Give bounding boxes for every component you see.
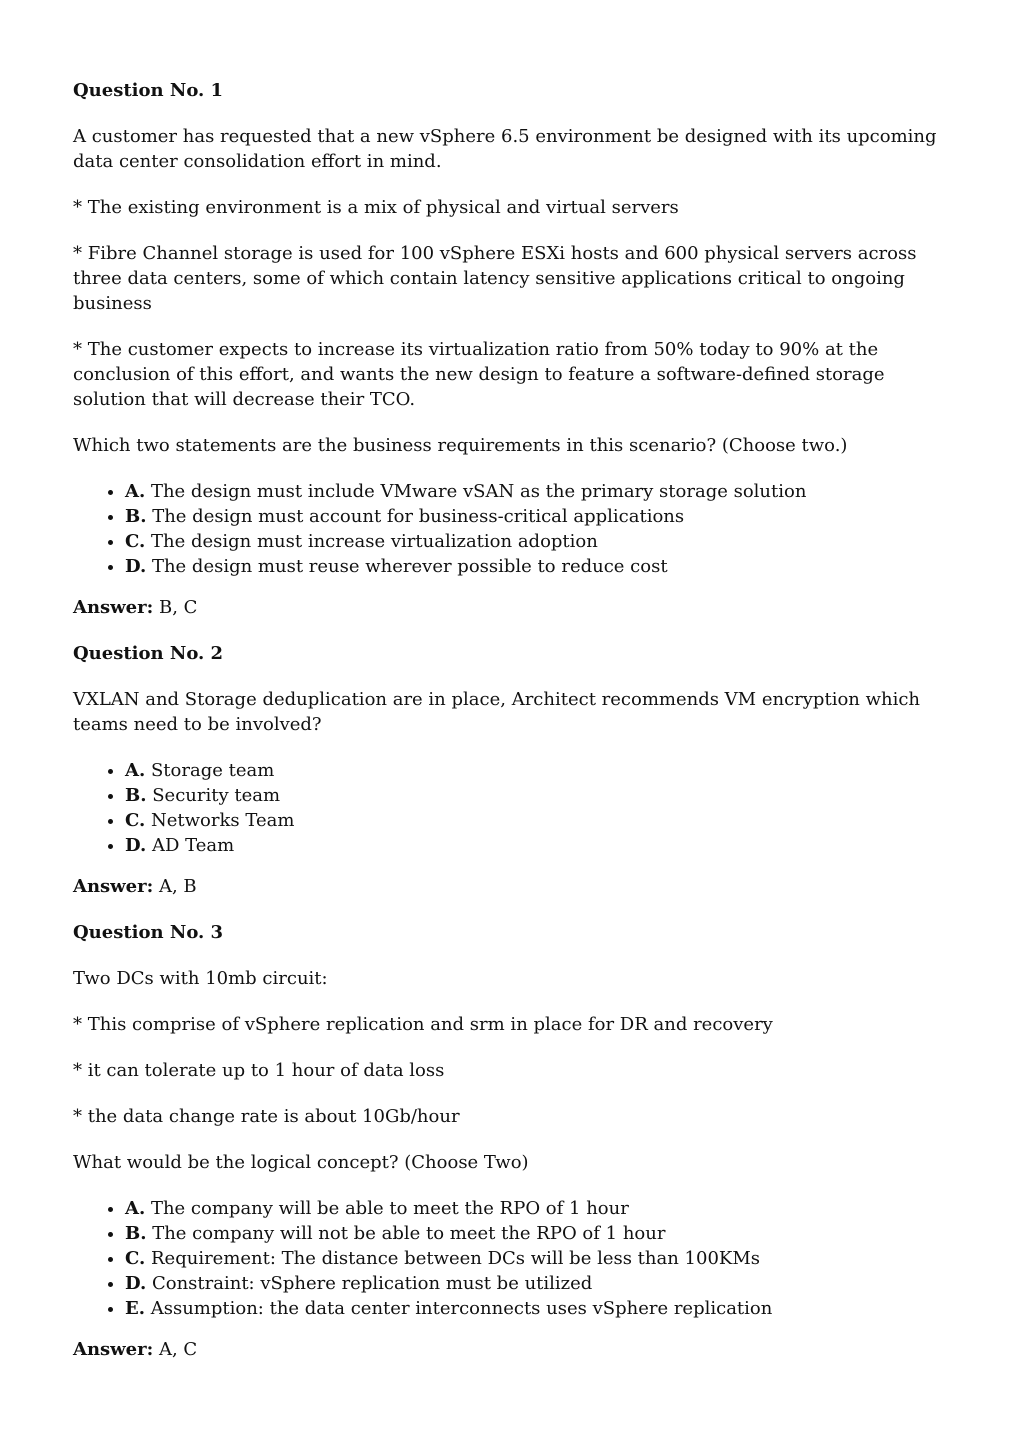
option-item xyxy=(125,504,943,529)
option-text: The design must account for business-critical applications xyxy=(146,506,685,527)
question-paragraph: Two DCs with 10mb circuit: xyxy=(73,968,328,989)
option-list xyxy=(73,479,943,579)
option-text: The design must include VMware vSAN as the primary storage solution xyxy=(145,481,807,502)
option-text: The company will not be able to meet the RPO of 1 hour xyxy=(146,1223,666,1244)
answer-line xyxy=(73,595,943,620)
answer-value: B, C xyxy=(153,597,198,618)
option-letter: A. xyxy=(125,481,146,502)
option-text: Security team xyxy=(146,785,281,806)
option-list xyxy=(73,758,943,858)
question-3 xyxy=(73,920,943,1362)
option-item xyxy=(125,1271,943,1296)
option-text: The design must reuse wherever possible to reduce cost xyxy=(146,556,668,577)
answer-line xyxy=(73,874,943,899)
option-letter: C. xyxy=(125,1248,146,1269)
option-text: Assumption: the data center interconnects uses vSphere replication xyxy=(145,1298,773,1319)
option-item xyxy=(125,1221,943,1246)
option-item xyxy=(125,808,943,833)
option-text: The company will be able to meet the RPO of 1 hour xyxy=(145,1198,629,1219)
option-letter: A. xyxy=(125,1198,146,1219)
option-item xyxy=(125,833,943,858)
question-paragraph: * Fibre Channel storage is used for 100 vSphere ESXi hosts and 600 physical servers across three data centers, some of which contain latency sensitive applications critical to ongoing business xyxy=(73,243,917,314)
answer-value: A, C xyxy=(153,1339,198,1360)
question-2 xyxy=(73,641,943,899)
question-title: Question No. 3 xyxy=(73,922,224,943)
option-item xyxy=(125,783,943,808)
option-item xyxy=(125,1196,943,1221)
answer-label: Answer: xyxy=(73,597,154,618)
option-item xyxy=(125,529,943,554)
option-letter: C. xyxy=(125,810,146,831)
question-prompt: Which two statements are the business requirements in this scenario? (Choose two.) xyxy=(73,435,848,456)
question-paragraph: * The customer expects to increase its virtualization ratio from 50% today to 90% at the conclusion of this effort, and wants the new design to feature a software-defined storage solution that will decrease their TCO. xyxy=(73,339,885,410)
question-prompt: What would be the logical concept? (Choose Two) xyxy=(73,1152,529,1173)
option-text: The design must increase virtualization adoption xyxy=(145,531,598,552)
question-paragraph: * The existing environment is a mix of physical and virtual servers xyxy=(73,197,679,218)
option-item xyxy=(125,1296,943,1321)
option-list xyxy=(73,1196,943,1321)
option-letter: D. xyxy=(125,556,147,577)
document-page xyxy=(73,78,943,1383)
option-item xyxy=(125,1246,943,1271)
option-letter: B. xyxy=(125,506,147,527)
answer-value: A, B xyxy=(153,876,197,897)
answer-label: Answer: xyxy=(73,876,154,897)
option-item xyxy=(125,479,943,504)
option-text: Requirement: The distance between DCs will be less than 100KMs xyxy=(145,1248,761,1269)
question-paragraph: * it can tolerate up to 1 hour of data loss xyxy=(73,1060,445,1081)
question-title: Question No. 1 xyxy=(73,80,224,101)
question-title: Question No. 2 xyxy=(73,643,224,664)
question-1 xyxy=(73,78,943,620)
option-letter: D. xyxy=(125,1273,147,1294)
option-item xyxy=(125,758,943,783)
option-letter: C. xyxy=(125,531,146,552)
option-letter: D. xyxy=(125,835,147,856)
option-letter: B. xyxy=(125,1223,147,1244)
option-text: Constraint: vSphere replication must be utilized xyxy=(146,1273,593,1294)
question-prompt: VXLAN and Storage deduplication are in place, Architect recommends VM encryption which teams need to be involved? xyxy=(73,689,921,735)
option-letter: B. xyxy=(125,785,147,806)
question-paragraph: * the data change rate is about 10Gb/hour xyxy=(73,1106,460,1127)
option-text: Storage team xyxy=(145,760,275,781)
question-paragraph: A customer has requested that a new vSphere 6.5 environment be designed with its upcoming data center consolidation effort in mind. xyxy=(73,126,937,172)
option-text: AD Team xyxy=(146,835,235,856)
option-text: Networks Team xyxy=(145,810,295,831)
answer-label: Answer: xyxy=(73,1339,154,1360)
option-item xyxy=(125,554,943,579)
answer-line xyxy=(73,1337,943,1362)
option-letter: E. xyxy=(125,1298,145,1319)
question-paragraph: * This comprise of vSphere replication and srm in place for DR and recovery xyxy=(73,1014,773,1035)
option-letter: A. xyxy=(125,760,146,781)
